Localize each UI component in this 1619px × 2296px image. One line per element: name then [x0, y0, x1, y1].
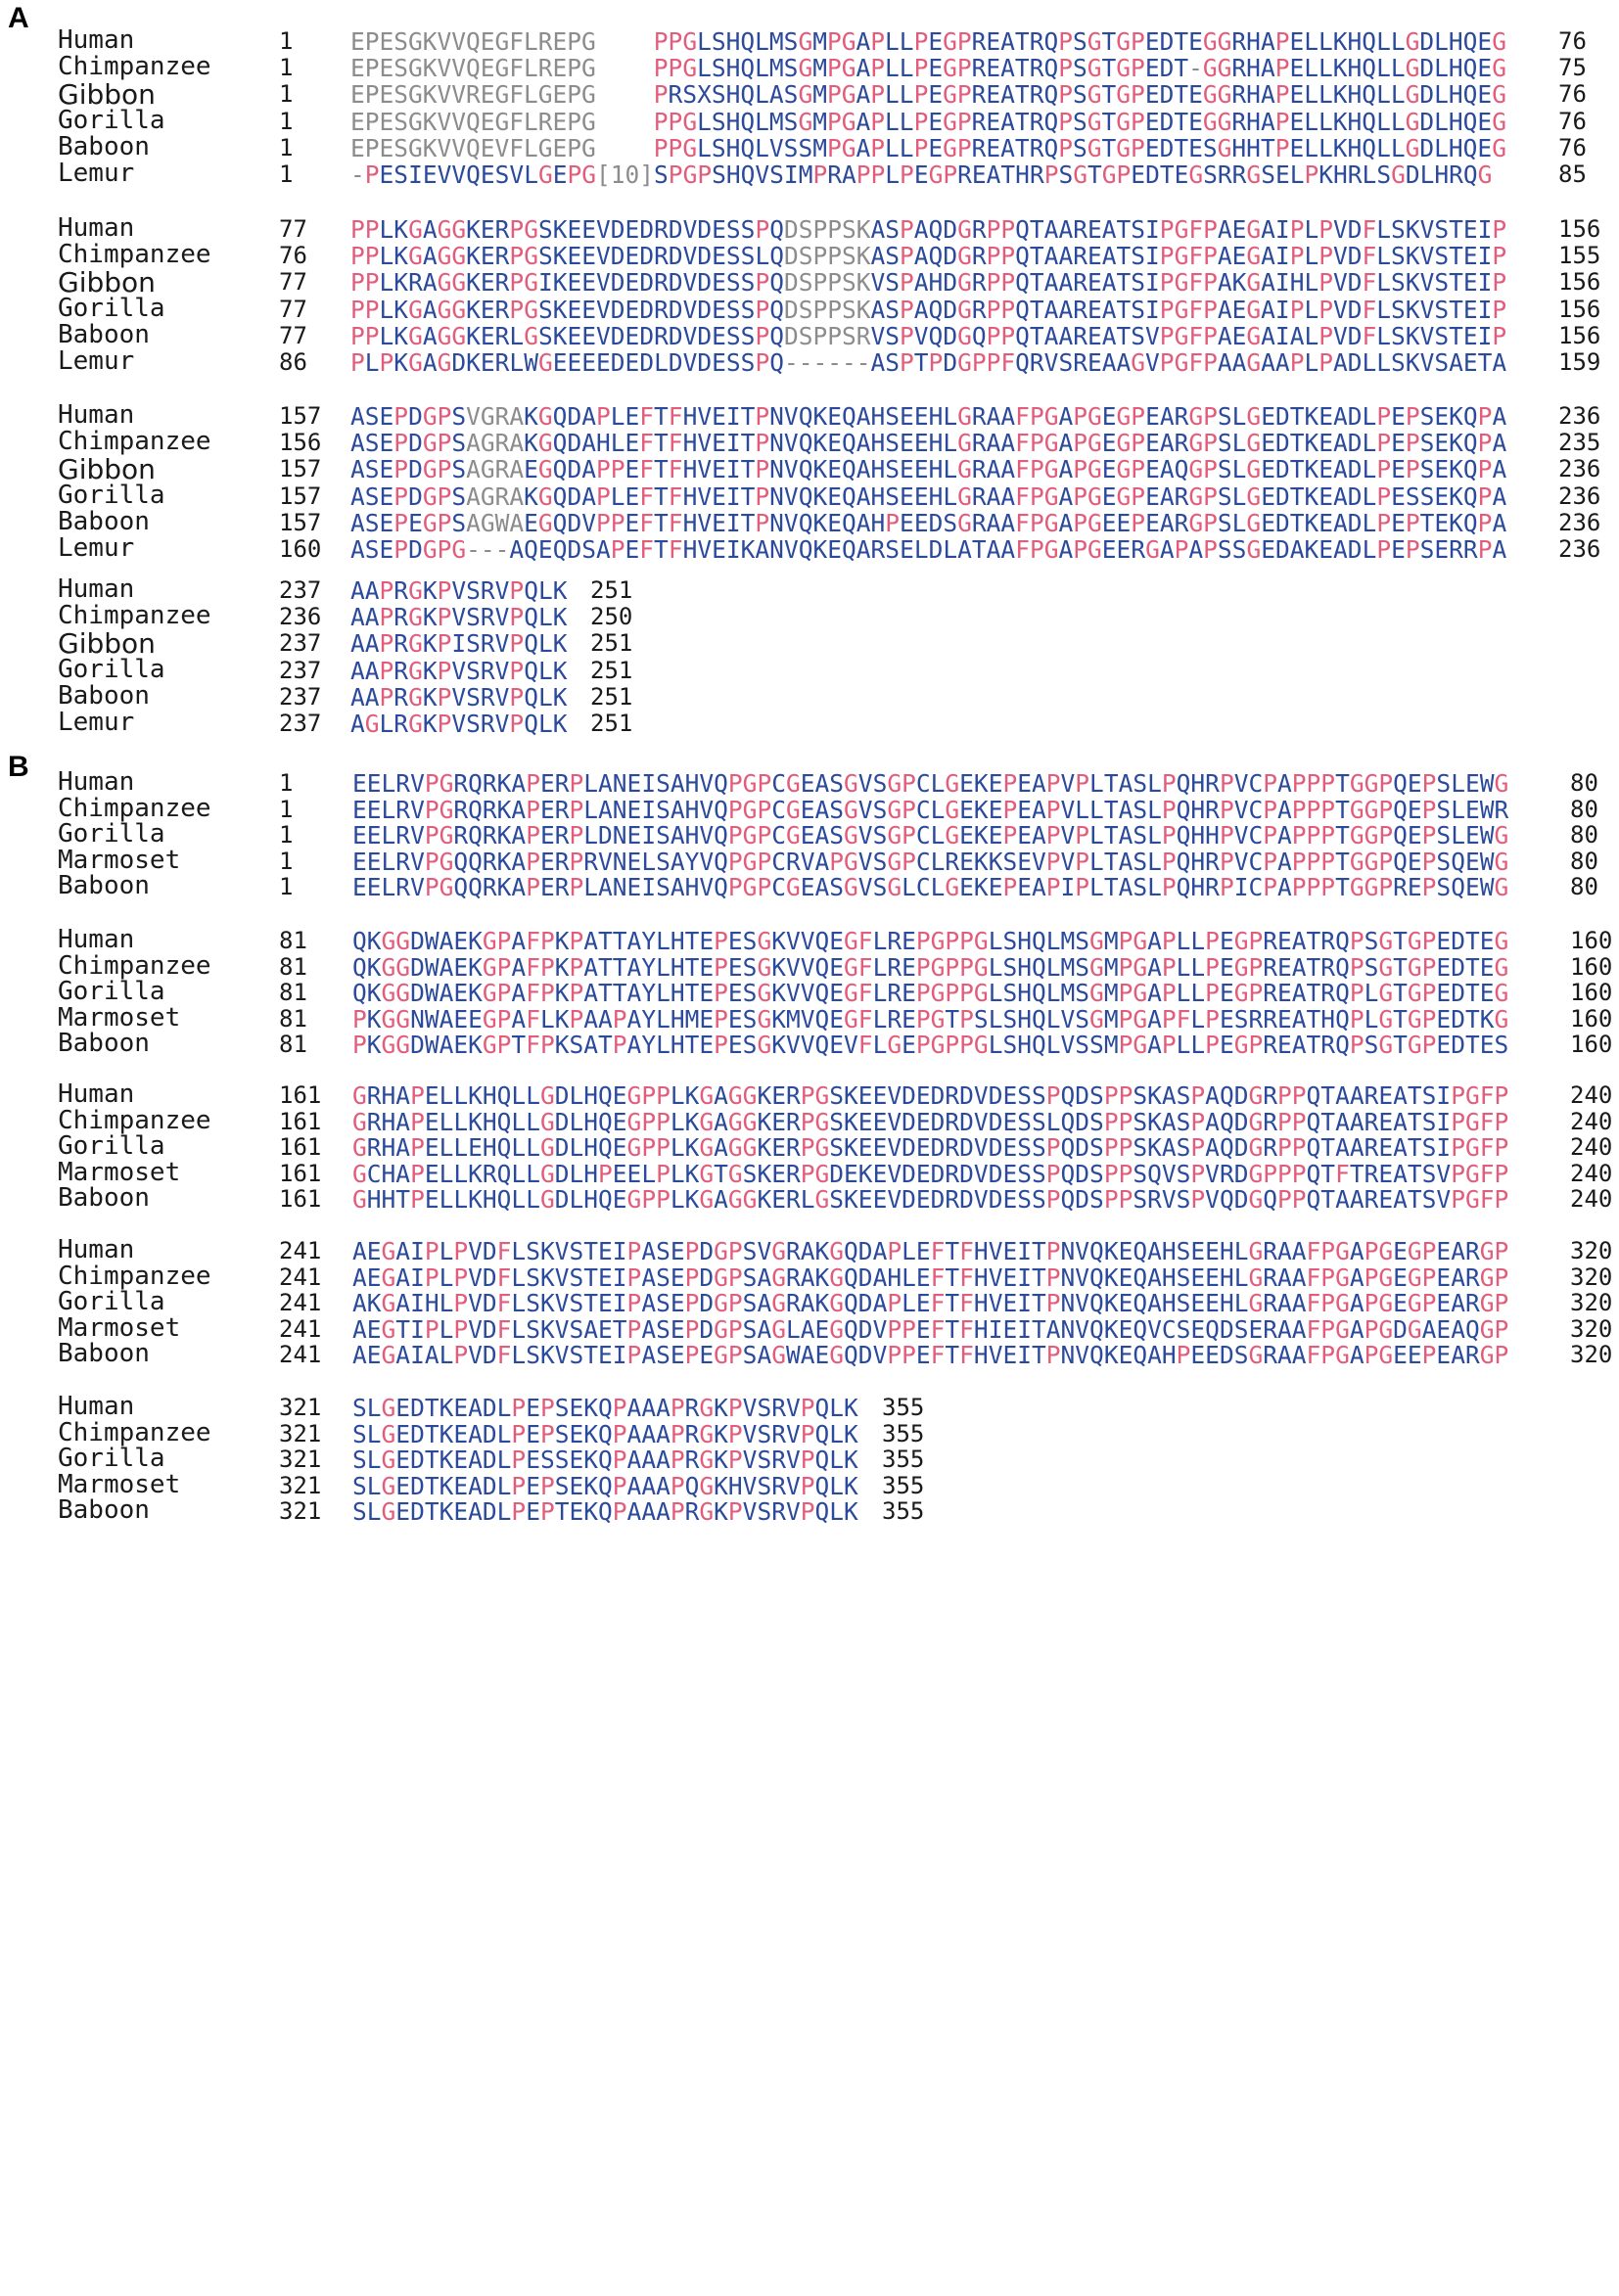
sequence-segment: AAPRGKPISRVPQLK	[350, 629, 568, 659]
start-position: 77	[279, 295, 307, 323]
end-position: 236	[1558, 402, 1601, 430]
species-label: Baboon	[58, 1339, 150, 1369]
sequence-row	[350, 54, 1506, 82]
end-position: 240	[1570, 1133, 1613, 1162]
sequence-segment: AAPRGKPVSRVPQLK	[350, 682, 568, 712]
species-label: Marmoset	[58, 1312, 181, 1343]
start-position: 1	[279, 107, 294, 135]
sequence-segment: PLPKGAGDKERLWGEEEEDEDLDVDESSPQ	[350, 348, 784, 377]
sequence-segment: EPESGKVVREGFLGEPG	[350, 80, 596, 110]
start-position: 77	[279, 321, 307, 349]
sequence-segment: SLGEDTKEADLPEPSEKQPAAAPRGKPVSRVPQLK	[352, 1419, 858, 1448]
species-label: Human	[58, 213, 135, 243]
sequence-segment: ASEPDGPS	[350, 482, 467, 511]
end-position: 160	[1570, 952, 1613, 981]
species-label: Gorilla	[58, 819, 165, 850]
species-label: Chimpanzee	[58, 793, 211, 823]
sequence-segment: AGRA	[466, 429, 525, 458]
start-position: 237	[279, 656, 322, 684]
start-position: 321	[279, 1471, 322, 1499]
sequence-row	[350, 455, 1506, 483]
sequence-row	[352, 979, 1508, 1007]
end-position: 236	[1558, 535, 1601, 563]
sequence-segment: ASEPDGPS	[350, 402, 467, 431]
sequence-segment: KGQDAPLEFTFHVEITPNVQKEQAHSEEHLGRAAFPGAPGEGPEARGPSLGEDTKEADLPESSEKQPA	[524, 482, 1507, 511]
sequence-segment: ASPTPDGPPFQRVSREAAGVPGFPAAGAAPLPADLLSKVSAETA	[870, 348, 1507, 377]
sequence-segment: EPESGKVVQEVFLGEPG	[350, 133, 596, 162]
end-position: 240	[1570, 1107, 1613, 1135]
sequence-segment: KGQDAPLEFTFHVEITPNVQKEQAHSEEHLGRAAFPGAPGEGPEARGPSLGEDTKEADLPEPSEKQPA	[524, 402, 1507, 431]
sequence-row	[352, 1315, 1508, 1344]
sequence-segment: AGRA	[466, 482, 525, 511]
end-position: 76	[1558, 80, 1587, 109]
start-position: 237	[279, 629, 322, 658]
start-position: 1	[279, 769, 294, 797]
sequence-segment: AEGAIALPVDFLSKVSTEIPASEPEGPSAGWAEGQDVPPEFTFHVEITPNVQKEQAHPEEDSGRAAFPGAPGEEPEARGP	[352, 1341, 1509, 1370]
species-label: Baboon	[58, 319, 150, 349]
sequence-row	[352, 1108, 1508, 1136]
sequence-segment: GRHAPELLEHQLLGDLHQEGPPLKGAGGKERPGSKEEVDEDRDVDESSPQDSPPSKASPAQDGRPPQTAAREATSIPGFP	[352, 1133, 1509, 1163]
species-label: Gorilla	[58, 977, 165, 1007]
end-position: 85	[1558, 161, 1587, 188]
end-position: 355	[882, 1497, 925, 1526]
species-label: Gorilla	[58, 105, 165, 135]
sequence-row	[350, 629, 567, 658]
sequence-segment: PPLKRAGGKERPGIKEEVDEDRDVDESSPQ	[350, 268, 784, 298]
sequence-row	[350, 108, 1506, 136]
species-label: Marmoset	[58, 845, 181, 875]
sequence-segment: VSPAHDGRPPQTAAREATSIPGFPAKGAIHLPVDFLSKVSTEIP	[870, 268, 1507, 298]
sequence-segment: PKGGNWAEEGPAFLKPAAPAYLHMEPESGKMVQEGFLREPGTPSLSHQLVSGMPGAPFLPESRREATHQPLGTGPEDTKG	[352, 1004, 1509, 1033]
panel-label: B	[8, 751, 29, 783]
sequence-row	[350, 509, 1506, 537]
start-position: 81	[279, 1031, 307, 1059]
sequence-segment: ASEPDGPS	[350, 429, 467, 458]
sequence-segment: ASPAQDGRPPQTAAREATSIPGFPAEGAIPLPVDFLSKVSTEIP	[870, 295, 1507, 324]
end-position: 320	[1570, 1341, 1613, 1369]
species-label: Gibbon	[58, 266, 156, 299]
species-label: Human	[58, 400, 135, 430]
species-label: Lemur	[58, 346, 135, 376]
sequence-row	[352, 1394, 858, 1422]
species-label: Gorilla	[58, 1444, 165, 1474]
end-position: 355	[882, 1394, 925, 1421]
sequence-row	[352, 1133, 1508, 1162]
sequence-segment	[596, 27, 654, 56]
sequence-row	[352, 873, 1508, 901]
end-position: 160	[1570, 979, 1613, 1007]
sequence-row	[352, 769, 1508, 798]
end-position: 76	[1558, 27, 1587, 55]
sequence-segment	[596, 108, 654, 136]
species-label: Gibbon	[58, 453, 156, 486]
start-position: 241	[279, 1341, 322, 1369]
sequence-segment: AEGAIPLPVDFLSKVSTEIPASEPDGPSVGRAKGQDAPLEFTFHVEITPNVQKEQAHSEEHLGRAAFPGAPGEGPEARGP	[352, 1237, 1509, 1265]
species-label: Gorilla	[58, 293, 165, 323]
sequence-segment: ASPAQDGRPPQTAAREATSIPGFPAEGAIPLPVDFLSKVSTEIP	[870, 215, 1507, 244]
sequence-segment: DSPPSK	[783, 295, 871, 324]
species-label: Chimpanzee	[58, 1417, 211, 1447]
start-position: 241	[279, 1263, 322, 1291]
end-position: 76	[1558, 107, 1587, 135]
sequence-row	[352, 821, 1508, 850]
start-position: 81	[279, 979, 307, 1007]
sequence-row	[350, 268, 1506, 297]
species-label: Marmoset	[58, 1157, 181, 1187]
sequence-row	[352, 1185, 1508, 1214]
sequence-row	[350, 482, 1506, 511]
species-label: Human	[58, 767, 135, 797]
end-position: 80	[1570, 873, 1598, 901]
start-position: 1	[279, 54, 294, 82]
sequence-segment: GRHAPELLKHQLLGDLHQEGPPLKGAGGKERPGSKEEVDEDRDVDESSPQDSPPSKASPAQDGRPPQTAAREATSIPGFP	[352, 1081, 1509, 1110]
end-position: 320	[1570, 1263, 1613, 1291]
sequence-row	[352, 1263, 1508, 1292]
start-position: 157	[279, 455, 322, 483]
sequence-row	[352, 1497, 858, 1526]
sequence-row	[352, 796, 1508, 824]
sequence-segment: DSPPSR	[783, 321, 871, 350]
end-position: 80	[1570, 795, 1598, 823]
end-position: 80	[1570, 769, 1598, 797]
start-position: 321	[279, 1394, 322, 1421]
sequence-row	[352, 1472, 858, 1500]
sequence-segment: [10]	[596, 161, 655, 189]
sequence-row	[352, 1289, 1508, 1317]
end-position: 355	[882, 1446, 925, 1474]
start-position: 157	[279, 402, 322, 430]
sequence-row	[352, 1420, 858, 1448]
end-position: 236	[1558, 508, 1601, 536]
start-position: 1	[279, 161, 294, 188]
sequence-segment: PPGLSHQLMSGMPGAPLLPEGPREATRQPSGTGPEDTEGGRHAPELLKHQLLGDLHQEG	[653, 107, 1506, 136]
sequence-row	[352, 1160, 1508, 1188]
sequence-row	[350, 657, 567, 685]
sequence-segment	[596, 134, 654, 162]
species-label: Baboon	[58, 131, 150, 161]
sequence-segment: EELRVPGRQRKAPERPLDNEISAHVQPGPCGEASGVSGPCLGEKEPEAPVPLTASLPQHHPVCPAPPPTGGPQEPSLEWG	[352, 821, 1509, 850]
sequence-segment: AGWA	[466, 508, 525, 537]
end-position: 80	[1570, 847, 1598, 875]
end-position: 156	[1558, 295, 1601, 323]
sequence-segment: PKGGDWAEKGPTFPKSATPAYLHTEPESGKVVQEVFLGEPGPPGLSHQLVSSMPGAPLLPEGPREATRQPSGTGPEDTES	[352, 1031, 1509, 1060]
start-position: 1	[279, 873, 294, 901]
sequence-segment: PPLKGAGGKERPGSKEEVDEDRDVDESSLQ	[350, 242, 784, 271]
end-position: 250	[590, 603, 633, 631]
sequence-row	[350, 402, 1506, 431]
start-position: 1	[279, 795, 294, 823]
start-position: 237	[279, 682, 322, 711]
sequence-segment: EELRVPGQQRKAPERPLANEISAHVQPGPCGEASGVSGLCLGEKEPEAPIPLTASLPQHRPICPAPPPTGGPREPSQEWG	[352, 873, 1509, 902]
start-position: 157	[279, 482, 322, 510]
species-label: Human	[58, 1235, 135, 1264]
sequence-segment: QKGGDWAEKGPAFPKPATTAYLHTEPESGKVVQEGFLREPGPPGLSHQLMSGMPGAPLLPEGPREATRQPSGTGPEDTEG	[352, 952, 1509, 982]
start-position: 160	[279, 535, 322, 563]
sequence-segment: EELRVPGQQRKAPERPRVNELSAYVQPGPCRVAPGVSGPCLREKKSEVPVPLTASLPQHRPVCPAPPPTGGPQEPSQEWG	[352, 847, 1509, 876]
end-position: 320	[1570, 1289, 1613, 1317]
sequence-segment: EGQDVPPEFTFHVEITPNVQKEQAHPEEDSGRAAFPGAPGEEPEARGPSLGEDTKEADLPEPTEKQPA	[524, 508, 1507, 537]
end-position: 160	[1570, 1031, 1613, 1059]
sequence-row	[350, 296, 1506, 324]
end-position: 320	[1570, 1314, 1613, 1343]
end-position: 235	[1558, 429, 1601, 457]
start-position: 1	[279, 27, 294, 55]
sequence-segment: AKGAIHLPVDFLSKVSTEIPASEPDGPSAGRAKGQDAPLEFTFHVEITPNVQKEQAHSEEHLGRAAFPGAPGEGPEARGP	[352, 1289, 1509, 1318]
sequence-segment: SLGEDTKEADLPEPSEKQPAAAPRGKPVSRVPQLK	[352, 1394, 858, 1422]
start-position: 1	[279, 847, 294, 875]
start-position: 321	[279, 1497, 322, 1526]
species-label: Human	[58, 1392, 135, 1421]
start-position: 241	[279, 1314, 322, 1343]
sequence-row	[350, 576, 567, 605]
sequence-segment: VSPVQDGQPPQTAAREATSVPGFPAEGAIALPVDFLSKVSTEIP	[870, 321, 1507, 350]
sequence-segment: AGLRGKPVSRVPQLK	[350, 710, 568, 738]
sequence-row	[350, 710, 567, 738]
sequence-segment: -PESIEVVQESVLGEPG	[350, 161, 597, 189]
end-position: 75	[1558, 54, 1587, 82]
sequence-segment: GRHAPELLKHQLLGDLHQEGPPLKGAGGKERPGSKEEVDEDRDVDESSLQDSPPSKASPAQDGRPPQTAAREATSIPGFP	[352, 1107, 1509, 1136]
sequence-row	[352, 848, 1508, 876]
species-label: Lemur	[58, 159, 135, 188]
species-label: Chimpanzee	[58, 52, 211, 82]
sequence-segment: DSPPSK	[783, 268, 871, 298]
sequence-segment: SLGEDTKEADLPEPSEKQPAAAPQGKHVSRVPQLK	[352, 1471, 858, 1500]
end-position: 80	[1570, 821, 1598, 850]
species-label: Marmoset	[58, 1469, 181, 1499]
end-position: 251	[590, 656, 633, 684]
sequence-segment: ASEPEGPS	[350, 508, 467, 537]
sequence-row	[352, 1005, 1508, 1033]
sequence-segment	[596, 80, 654, 109]
species-label: Baboon	[58, 680, 150, 711]
end-position: 355	[882, 1471, 925, 1499]
end-position: 240	[1570, 1159, 1613, 1187]
sequence-segment: GCHAPELLKRQLLGDLHPEELPLKGTGSKERPGDEKEVDEDRDVDESSPQDSPPSQVSPVRDGPPPQTFTREATSVPGFP	[352, 1159, 1509, 1188]
sequence-segment: PPLKGAGGKERPGSKEEVDEDRDVDESSPQ	[350, 215, 784, 244]
sequence-segment: PPGLSHQLMSGMPGAPLLPEGPREATRQPSGTGPEDTEGGRHAPELLKHQLLGDLHQEG	[653, 27, 1506, 56]
start-position: 81	[279, 1004, 307, 1033]
sequence-segment: PPLKGAGGKERPGSKEEVDEDRDVDESSPQ	[350, 295, 784, 324]
sequence-row	[350, 535, 1506, 564]
end-position: 236	[1558, 455, 1601, 483]
species-label: Human	[58, 25, 135, 55]
start-position: 1	[279, 821, 294, 850]
start-position: 321	[279, 1446, 322, 1474]
sequence-segment: ASEPDGPG	[350, 535, 467, 564]
sequence-row	[350, 683, 567, 712]
sequence-segment: AAPRGKPVSRVPQLK	[350, 576, 568, 605]
sequence-row	[350, 348, 1506, 377]
sequence-segment: PPGLSHQLVSSMPGAPLLPEGPREATRQPSGTGPEDTESGHHTPELLKHQLLGDLHQEG	[653, 133, 1506, 162]
sequence-segment: EGQDAPPEFTFHVEITPNVQKEQAHSEEHLGRAAFPGAPGEGPEAQGPSLGEDTKEADLPEPSEKQPA	[524, 455, 1507, 484]
species-label: Chimpanzee	[58, 1105, 211, 1135]
sequence-row	[350, 215, 1506, 244]
species-label: Baboon	[58, 1029, 150, 1059]
species-label: Chimpanzee	[58, 240, 211, 270]
start-position: 157	[279, 508, 322, 536]
start-position: 161	[279, 1107, 322, 1135]
sequence-segment: AAPRGKPVSRVPQLK	[350, 603, 568, 632]
start-position: 237	[279, 710, 322, 737]
species-label: Gorilla	[58, 1131, 165, 1162]
sequence-row	[352, 1237, 1508, 1265]
sequence-segment: EELRVPGRQRKAPERPLANEISAHVQPGPCGEASGVSGPCLGEKEPEAPVPLTASLPQHRPVCPAPPPTGGPQEPSLEWG	[352, 769, 1509, 798]
sequence-segment: AEGAIPLPVDFLSKVSTEIPASEPDGPSAGRAKGQDAHLEFTFHVEITPNVQKEQAHSEEHLGRAAFPGAPGEGPEARGP	[352, 1263, 1509, 1292]
end-position: 251	[590, 682, 633, 711]
sequence-row	[352, 1446, 858, 1474]
sequence-segment: DSPPSK	[783, 242, 871, 271]
species-label: Lemur	[58, 533, 135, 563]
start-position: 161	[279, 1159, 322, 1187]
start-position: 77	[279, 215, 307, 243]
species-label: Gorilla	[58, 654, 165, 684]
start-position: 161	[279, 1081, 322, 1109]
sequence-segment: AGRA	[466, 455, 525, 484]
end-position: 320	[1570, 1237, 1613, 1264]
start-position: 81	[279, 952, 307, 981]
sequence-row	[350, 322, 1506, 350]
sequence-segment: EELRVPGRQRKAPERPLANEISAHVQPGPCGEASGVSGPCLGEKEPEAPVLLTASLPQHRPVCPAPPPTGGPQEPSLEWR	[352, 795, 1509, 824]
start-position: 241	[279, 1289, 322, 1317]
sequence-row	[352, 927, 1508, 955]
end-position: 160	[1570, 1004, 1613, 1033]
species-label: Human	[58, 1079, 135, 1109]
end-position: 160	[1570, 927, 1613, 954]
sequence-row	[350, 603, 567, 631]
species-label: Marmoset	[58, 1002, 181, 1033]
sequence-row	[352, 1081, 1508, 1110]
species-label: Baboon	[58, 871, 150, 901]
sequence-segment	[596, 54, 654, 82]
start-position: 161	[279, 1185, 322, 1214]
start-position: 236	[279, 603, 322, 631]
start-position: 86	[279, 348, 307, 376]
sequence-segment: ------	[783, 348, 871, 377]
sequence-segment: PRSXSHQLASGMPGAPLLPEGPREATRQPSGTGPEDTEGGRHAPELLKHQLLGDLHQEG	[653, 80, 1506, 110]
start-position: 1	[279, 80, 294, 109]
end-position: 251	[590, 710, 633, 737]
start-position: 76	[279, 242, 307, 270]
species-label: Chimpanzee	[58, 601, 211, 631]
sequence-segment: ---	[466, 535, 510, 564]
sequence-row	[350, 429, 1506, 457]
panel-label: A	[8, 2, 29, 34]
sequence-row	[350, 80, 1506, 109]
start-position: 81	[279, 927, 307, 954]
species-label: Baboon	[58, 1495, 150, 1526]
sequence-row	[350, 161, 1492, 189]
end-position: 355	[882, 1419, 925, 1447]
sequence-segment: ASEPDGPS	[350, 455, 467, 484]
sequence-segment: VGRA	[466, 402, 525, 431]
species-label: Chimpanzee	[58, 950, 211, 981]
sequence-segment: SPGPSHQVSIMPRAPPLPEGPREATHRPSGTGPEDTEGSRRGSELPKHRLSGDLHRQG	[654, 161, 1493, 189]
species-label: Gibbon	[58, 627, 156, 661]
sequence-segment: GHHTPELLKHQLLGDLHQEGPPLKGAGGKERLGSKEEVDEDRDVDESSPQDSPPSRVSPVQDGQPPQTAAREATSVPGFP	[352, 1185, 1509, 1215]
end-position: 155	[1558, 242, 1601, 270]
sequence-row	[352, 1341, 1508, 1369]
end-position: 240	[1570, 1081, 1613, 1109]
species-label: Human	[58, 574, 135, 604]
species-label: Chimpanzee	[58, 427, 211, 457]
end-position: 240	[1570, 1185, 1613, 1214]
end-position: 251	[590, 629, 633, 658]
end-position: 156	[1558, 268, 1601, 297]
sequence-segment: SLGEDTKEADLPEPTEKQPAAAPRGKPVSRVPQLK	[352, 1497, 858, 1527]
start-position: 156	[279, 429, 322, 457]
start-position: 1	[279, 133, 294, 161]
start-position: 321	[279, 1419, 322, 1447]
sequence-segment: AAPRGKPVSRVPQLK	[350, 656, 568, 685]
sequence-segment: EPESGKVVQEGFLREPG	[350, 54, 596, 83]
end-position: 159	[1558, 348, 1601, 376]
sequence-row	[350, 242, 1506, 270]
sequence-segment: PPLKGAGGKERLGSKEEVDEDRDVDESSPQ	[350, 321, 784, 350]
sequence-row	[350, 27, 1506, 56]
sequence-segment: KGQDAHLEFTFHVEITPNVQKEQAHSEEHLGRAAFPGAPGEGPEARGPSLGEDTKEADLPEPSEKQPA	[524, 429, 1507, 458]
sequence-segment: PPGLSHQLMSGMPGAPLLPEGPREATRQPSGTGPEDT-GGRHAPELLKHQLLGDLHQEG	[653, 54, 1506, 83]
sequence-row	[350, 134, 1506, 162]
sequence-segment: DSPPSK	[783, 215, 871, 244]
start-position: 241	[279, 1237, 322, 1264]
sequence-segment: AQEQDSAPEFTFHVEIKANVQKEQARSELDLATAAFPGAPGEERGAPAPSSGEDAKEADLPEPSERRPA	[509, 535, 1507, 564]
species-label: Gorilla	[58, 480, 165, 510]
end-position: 156	[1558, 215, 1601, 243]
end-position: 156	[1558, 321, 1601, 349]
species-label: Chimpanzee	[58, 1261, 211, 1291]
sequence-row	[352, 1031, 1508, 1059]
species-label: Baboon	[58, 506, 150, 536]
end-position: 236	[1558, 482, 1601, 510]
sequence-segment: SLGEDTKEADLPESSEKQPAAAPRGKPVSRVPQLK	[352, 1446, 858, 1475]
start-position: 237	[279, 576, 322, 604]
sequence-segment: AEGTIPLPVDFLSKVSAETPASEPDGPSAGLAEGQDVPPEFTFHIEITANVQKEQVCSEQDSERAAFPGAPGDGAEAQGP	[352, 1314, 1509, 1344]
species-label: Lemur	[58, 708, 135, 737]
species-label: Gorilla	[58, 1287, 165, 1317]
start-position: 77	[279, 268, 307, 297]
sequence-segment: QKGGDWAEKGPAFPKPATTAYLHTEPESGKVVQEGFLREPGPPGLSHQLMSGMPGAPLLPEGPREATRQPLGTGPEDTEG	[352, 979, 1509, 1008]
start-position: 161	[279, 1133, 322, 1162]
end-position: 76	[1558, 133, 1587, 161]
end-position: 251	[590, 576, 633, 604]
species-label: Gibbon	[58, 78, 156, 112]
sequence-segment: EPESGKVVQEGFLREPG	[350, 27, 596, 56]
sequence-segment: ASPAQDGRPPQTAAREATSIPGFPAEGAIPLPVDFLSKVSTEIP	[870, 242, 1507, 271]
species-label: Baboon	[58, 1183, 150, 1214]
species-label: Human	[58, 925, 135, 954]
sequence-segment: EPESGKVVQEGFLREPG	[350, 107, 596, 136]
sequence-row	[352, 953, 1508, 982]
sequence-segment: QKGGDWAEKGPAFPKPATTAYLHTEPESGKVVQEGFLREPGPPGLSHQLMSGMPGAPLLPEGPREATRQPSGTGPEDTEG	[352, 927, 1509, 955]
